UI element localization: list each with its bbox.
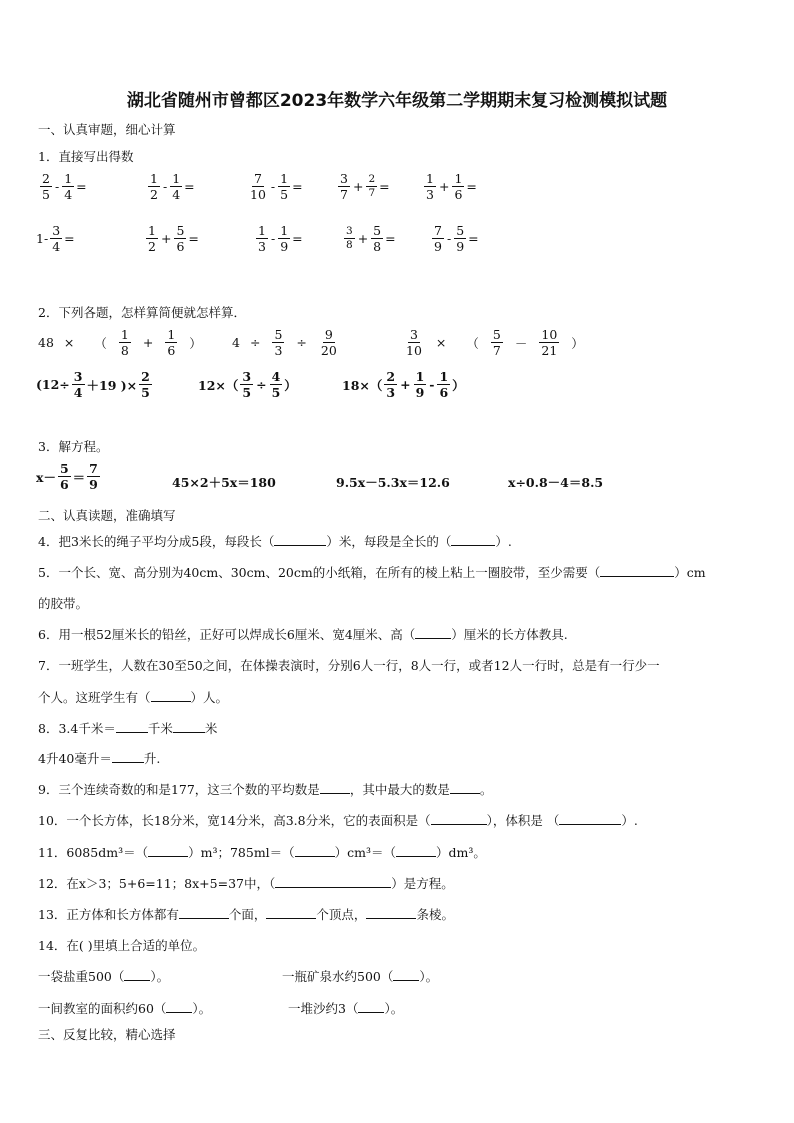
q6: 6．用一根52厘米长的铅丝，正好可以焊成长6厘米、宽4厘米、高（ ）厘米的长方体教具. — [38, 627, 568, 642]
q7: 7．一班学生，人数在30至50之间，在体操表演时，分别6人一行，8人一行，或者12人一行时，总是有一行少一 — [38, 658, 660, 673]
q14-item-1: 一袋盐重500（ ）。 — [38, 969, 170, 984]
q2-expr-2: 4 ÷ $\frac{5}{3}$ ÷ $\frac{9}{20}$ — [232, 327, 337, 359]
fraction: $\frac{2}{5}$ — [42, 171, 50, 203]
fraction: $\frac{1}{4}$ — [64, 171, 73, 203]
q14-item-3: 一间教室的面积约60（ ）。 — [38, 1001, 212, 1016]
q13: 13．正方体和长方体都有 个面， 个顶点， 条棱。 — [38, 907, 454, 922]
q12: 12．在x＞3；5+6=11；8x+5=37中，（ ）是方程。 — [38, 876, 454, 891]
q14-label: 14．在( )里填上合适的单位。 — [38, 938, 206, 953]
q11: 11．6085dm³＝（ ）m³；785ml＝（ ）cm³＝（ ）dm³。 — [38, 845, 486, 860]
q2-expr-6: 18×（ $\frac{2}{3}$ + $\frac{1}{9}$ - $\frac{1}{6}$ ） — [342, 369, 465, 401]
page-title: 湖北省随州市曾都区2023年数学六年级第二学期期末复习检测模拟试题 — [126, 91, 668, 111]
q3-eq-2: 45×2＋5x＝180 — [172, 475, 276, 490]
q2-expr-3: $\frac{3}{10}$ × （ $\frac{5}{7}$ － $\frac{10}{21}$ ） — [406, 327, 584, 359]
section-3-heading: 三、反复比较，精心选择 — [38, 1027, 176, 1042]
q2-expr-1: 48 × （ $\frac{1}{8}$ + $\frac{1}{6}$ ） — [38, 327, 202, 359]
q1-item-4: $\frac{3}{7}$ + $\frac{2}{7}$ = — [340, 171, 390, 203]
q3-eq-3: 9.5x－5.3x＝12.6 — [336, 475, 450, 490]
q1-label: 1．直接写出得数 — [38, 149, 134, 164]
q1-item-7: $\frac{1}{2}$ + $\frac{5}{6}$ = — [148, 223, 199, 255]
q1-item-6: 1- $\frac{3}{4}$ = — [36, 223, 75, 255]
q2-expr-5: 12×（ $\frac{3}{5}$ ÷ $\frac{4}{5}$ ） — [198, 369, 297, 401]
q3-eq-4: x÷0.8－4＝8.5 — [508, 475, 604, 490]
q2-expr-4: (12÷ $\frac{3}{4}$ ＋19 )× $\frac{2}{5}$ — [36, 369, 150, 401]
q8: 8．3.4千米＝ 千米 米 — [38, 721, 218, 736]
q9: 9．三个连续奇数的和是177，这三个数的平均数是 ，其中最大的数是 。 — [38, 782, 493, 797]
q1-item-3: $\frac{7}{10}$ - $\frac{1}{5}$ = — [250, 171, 303, 203]
section-1-heading: 一、认真审题，细心计算 — [38, 122, 176, 137]
q4: 4．把3米长的绳子平均分成5段，每段长（ ）米，每段是全长的（ ）. — [38, 534, 512, 549]
q1-item-2: $\frac{1}{2}$ - $\frac{1}{4}$ = — [150, 171, 195, 203]
q1-item-8: $\frac{1}{3}$ - $\frac{1}{9}$ = — [258, 223, 303, 255]
q5-cont: 的胶带。 — [38, 596, 89, 611]
q8-cont: 4升40毫升＝ 升. — [38, 751, 161, 766]
q1-item-1: $\frac{2}{5}$ - $\frac{1}{4}$ = — [42, 171, 87, 203]
q14-item-2: 一瓶矿泉水约500（ ）。 — [282, 969, 439, 984]
q7-cont: 个人。这班学生有（ ）人。 — [38, 690, 229, 705]
q1-item-5: $\frac{1}{3}$ + $\frac{1}{6}$ = — [426, 171, 477, 203]
q1-item-9: $\frac{3}{8}$ + $\frac{5}{8}$ = — [346, 223, 396, 255]
q14-item-4: 一堆沙约3（ ）。 — [288, 1001, 404, 1016]
q1-item-10: $\frac{7}{9}$ - $\frac{5}{9}$ = — [434, 223, 479, 255]
q5: 5．一个长、宽、高分别为40cm、30cm、20cm的小纸箱，在所有的棱上粘上一圈胶带，至少需要（ ）cm — [38, 565, 706, 580]
q10: 10．一个长方体，长18分米，宽14分米，高3.8分米，它的表面积是（ ），体积是 （ ）. — [38, 813, 638, 828]
q3-label: 3．解方程。 — [38, 439, 109, 454]
q2-label: 2．下列各题，怎样算简便就怎样算． — [38, 305, 246, 320]
section-2-heading: 二、认真读题，准确填写 — [38, 508, 176, 523]
q3-eq-1: x－ $\frac{5}{6}$ ＝ $\frac{7}{9}$ — [36, 461, 98, 493]
